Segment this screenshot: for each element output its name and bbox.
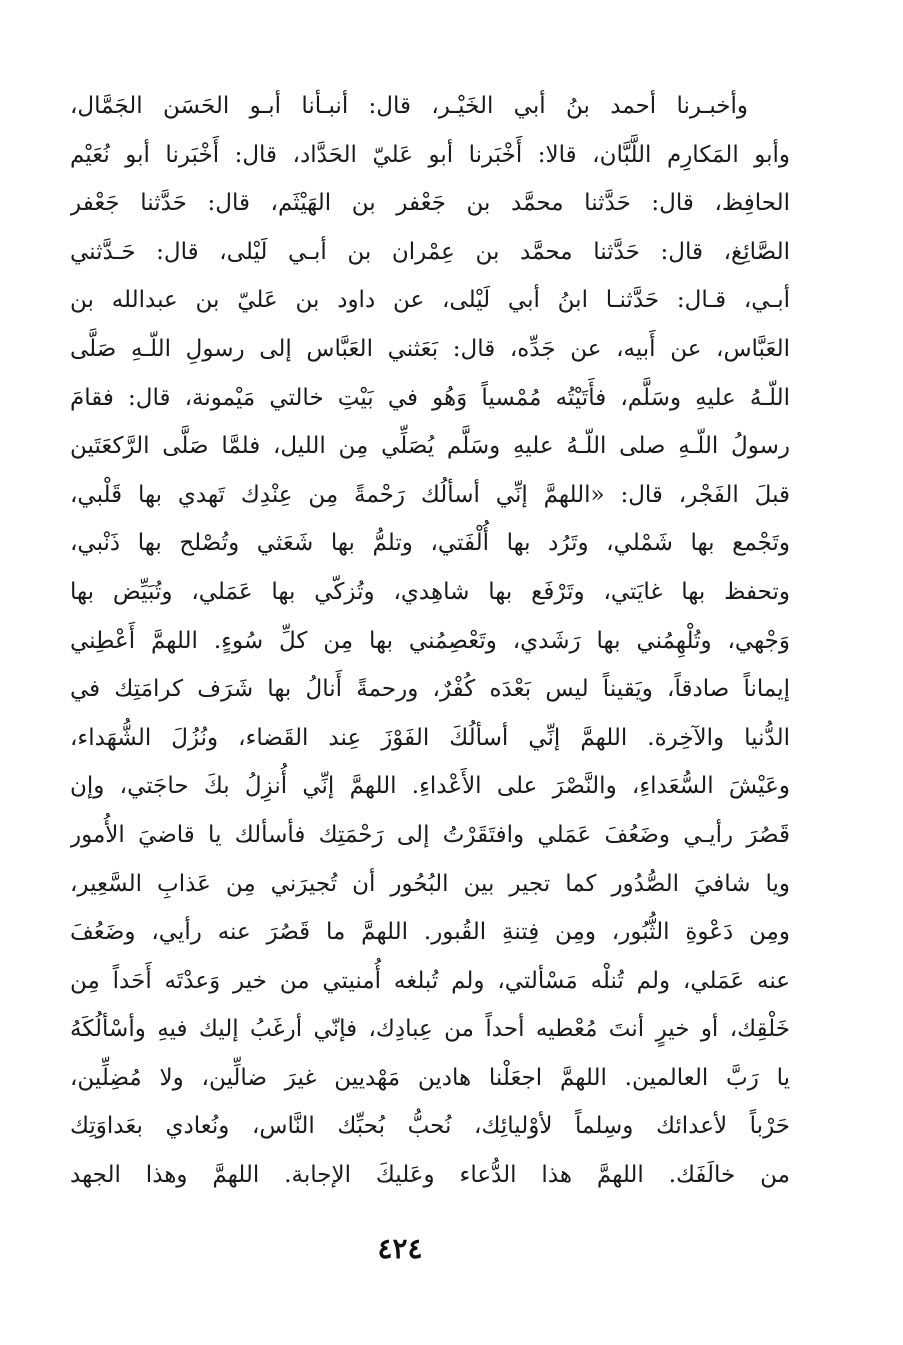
text-line-10: وتَجْمع بها شَمْلي، وتَرُد بها أُلْفَتي، وتلمُّ بها شَعَثي وتُصْلح بها ذَنْبي، [70,530,790,557]
text-line-2: وأبو المَكارِم اللَّبَّان، قالا: أَخْبَرنا أبو عَليّ الحَدَّاد، قال: أَخْبَرنا أبو نُعَيْم [70,141,790,168]
text-line-8: رسولُ اللّـهِ صلى اللّـهُ عليهِ وسَلَّم يُصَلِّي مِن الليل، فلمَّا صَلَّى الرَّكعَتَين [70,433,790,460]
text-line-3: الحافِظ، قال: حَدَّثنا محمَّد بن جَعْفر بن الهَيْثَم، قال: حَدَّثنا جَعْفر [70,190,790,217]
text-line-11: وتحفظ بها غايَتي، وتَرْفَع بها شاهِدي، وتُزكّي بها عَمَلي، وتُبَيِّض بها [70,578,790,605]
text-line-1: وأخبـرنا أحمد بنُ أبي الخَيْـر، قال: أنبـأنا أبـو الحَسَن الجَمَّال، [70,93,748,119]
text-line-7: اللّـهُ عليهِ وسَلَّم، فأَتَيْتُه مُمْسياً وَهُو في بَيْتِ خالتي مَيْمونة، قال: فقامَ [70,384,790,411]
text-line-4: الصَّائِغ، قال: حَدَّثنا محمَّد بن عِمْران بن أبـي لَيْلى، قال: حَـدَّثني [70,238,790,265]
text-line-17: ويا شافيَ الصُّدُور كما تجير بين البُحُور أن تُجيرَني مِن عَذابِ السَّعِير، [70,870,790,897]
text-line-12: وَجْهي، وتُلْهِمُني بها رَشَدي، وتَعْصِمُني بها مِن كلِّ سُوءٍ. اللهمَّ أَعْطِني [70,627,790,654]
text-line-18: ومِن دَعْوةِ الثُّبُور، ومِن فِتنةِ القُبور. اللهمَّ ما قَصُرَ عنه رأيي، وضَعُفَ [70,919,790,946]
body-text [70,82,790,1200]
text-line-9: قبلَ الفَجْر، قال: «اللهمَّ إنِّي أسألُك رَحْمةً مِن عِنْدِك تَهدي بها قَلْبي، [70,481,790,508]
text-line-13: إيماناً صادقاً، ويَقيناً ليس بَعْدَه كُفْرٌ، ورحمةً أَنالُ بها شَرَف كرامَتِك في [70,676,790,703]
text-line-6: العَبَّاس، عن أَبيه، عن جَدِّه، قال: بَعَثني العَبَّاس إلى رسولِ اللّـهِ صَلَّى [70,335,790,362]
text-line-20: خَلْقِك، أو خيرٍ أنتَ مُعْطيه أحداً من عِبادِك، فإنّي أرغَبُ إليك فيهِ وأسْألُكَهُ [70,1016,790,1043]
text-line-5: أبـي، قـال: حَدَّثنـا ابنُ أبي لَيْلى، عن داود بن عَليّ بن عبدالله بن [70,287,790,314]
text-line-15: وعَيْشَ السُّعَداءِ، والنَّصْرَ على الأَعْداءِ. اللهمَّ إنِّي أُنزِلُ بكَ حاجَتي، وإن [70,773,790,800]
text-line-22: حَرْباً لأعدائك وسِلماً لأوْليائِك، نُحبُّ بُحبِّك النَّاس، ونُعادي بعَداوَتِك [70,1113,790,1140]
page-number: ٤٢٤ [377,1232,423,1265]
text-line-23: من خالَفَك. اللهمَّ هذا الدُّعاء وعَليكَ الإجابة. اللهمَّ وهذا الجهد [70,1162,790,1189]
text-line-19: عنه عَمَلي، ولم تُنلْه مَسْألتي، ولم تُبلغه أُمنيتي من خير وَعدْتَه أَحَداً مِن [70,967,790,994]
text-line-14: الدُّنيا والآخِرة. اللهمَّ إنِّي أسألُكَ الفَوْزَ عِند القَضاء، ونُزُلَ الشُّهَداء، [70,724,790,751]
text-line-16: قَصُرَ رأيـي وضَعُفَ عَمَلي وافتَقَرْتُ إلى رَحْمَتِك فأسألك يا قاضيَ الأُمور [70,821,790,848]
text-line-21: يا رَبَّ العالمين. اللهمَّ اجعَلْنا هادين مَهْديين غيرَ ضالِّين، ولا مُضِلِّين، [70,1064,790,1091]
